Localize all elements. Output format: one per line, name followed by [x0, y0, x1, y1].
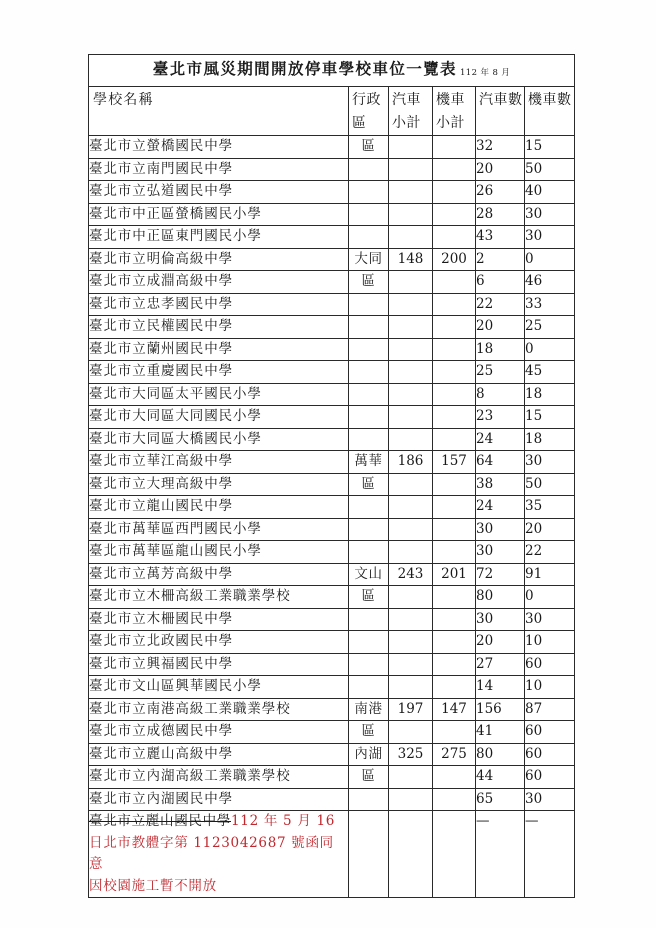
row-car-count: 32	[476, 136, 525, 159]
row-district	[349, 338, 389, 361]
row-car-subtotal	[389, 158, 433, 181]
row-moto-subtotal	[433, 721, 476, 744]
row-moto-subtotal	[433, 653, 476, 676]
row-school-name: 臺北市立北政國民中學	[89, 631, 349, 654]
row-car-count: 30	[476, 518, 525, 541]
annotation-line-1: 112 年 5 月 16	[231, 813, 336, 829]
row-car-count: 30	[476, 541, 525, 564]
row-moto-subtotal	[433, 608, 476, 631]
row-car-subtotal	[389, 473, 433, 496]
row-district	[349, 203, 389, 226]
row-car-count: 27	[476, 653, 525, 676]
row-car-subtotal	[389, 653, 433, 676]
row-district	[349, 631, 389, 654]
row-moto-count: 60	[525, 653, 575, 676]
row-car-count: 20	[476, 158, 525, 181]
row-moto-subtotal	[433, 293, 476, 316]
table-row	[89, 743, 575, 766]
row-district	[349, 226, 389, 249]
table-row	[89, 338, 575, 361]
header-car-subtotal: 汽車小計	[389, 87, 433, 136]
row-car-subtotal	[389, 361, 433, 384]
row-moto-subtotal	[433, 383, 476, 406]
final-row-school-cell	[89, 811, 349, 898]
row-moto-count: 18	[525, 383, 575, 406]
row-moto-subtotal	[433, 136, 476, 159]
row-car-subtotal	[389, 383, 433, 406]
table-row	[89, 676, 575, 699]
row-school-name: 臺北市立內湖高級工業職業學校	[89, 766, 349, 789]
row-district	[349, 383, 389, 406]
row-district	[349, 676, 389, 699]
row-district	[349, 293, 389, 316]
table-row	[89, 653, 575, 676]
row-moto-count: 30	[525, 203, 575, 226]
table-row	[89, 518, 575, 541]
row-school-name: 臺北市萬華區龍山國民小學	[89, 541, 349, 564]
row-school-name: 臺北市立明倫高級中學	[89, 248, 349, 271]
struck-school-name: 臺北市立麗山國民中學	[89, 813, 231, 829]
row-district	[349, 496, 389, 519]
document-title: 臺北市風災期間開放停車學校車位一覽表	[152, 59, 457, 78]
row-district: 區	[349, 136, 389, 159]
row-district	[349, 428, 389, 451]
row-district: 區	[349, 766, 389, 789]
table-row	[89, 293, 575, 316]
row-car-subtotal: 325	[389, 743, 433, 766]
row-moto-subtotal	[433, 226, 476, 249]
table-row-struck	[89, 811, 575, 898]
row-moto-count: 20	[525, 518, 575, 541]
row-moto-count: 22	[525, 541, 575, 564]
row-car-count: 2	[476, 248, 525, 271]
row-school-name: 臺北市中正區東門國民小學	[89, 226, 349, 249]
row-moto-subtotal	[433, 586, 476, 609]
row-car-count: 41	[476, 721, 525, 744]
row-car-subtotal	[389, 518, 433, 541]
row-moto-count: 0	[525, 586, 575, 609]
document-title-cell	[89, 55, 575, 87]
row-car-subtotal	[389, 586, 433, 609]
row-school-name: 臺北市萬華區西門國民小學	[89, 518, 349, 541]
row-district	[349, 361, 389, 384]
header-car-count: 汽車數	[476, 87, 525, 136]
row-district	[349, 541, 389, 564]
column-header-row	[89, 87, 575, 136]
table-row	[89, 451, 575, 474]
table-row	[89, 136, 575, 159]
row-car-subtotal	[389, 676, 433, 699]
row-moto-count: 0	[525, 248, 575, 271]
row-moto-count: 15	[525, 136, 575, 159]
row-car-subtotal	[389, 226, 433, 249]
row-car-subtotal	[389, 496, 433, 519]
row-car-subtotal	[389, 631, 433, 654]
row-car-count: 28	[476, 203, 525, 226]
parking-availability-table	[88, 54, 575, 898]
row-car-subtotal	[389, 271, 433, 294]
row-car-count: 14	[476, 676, 525, 699]
table-row	[89, 766, 575, 789]
row-moto-subtotal	[433, 473, 476, 496]
row-car-count: 23	[476, 406, 525, 429]
row-moto-count: 25	[525, 316, 575, 339]
row-school-name: 臺北市立麗山高級中學	[89, 743, 349, 766]
row-moto-count: 60	[525, 743, 575, 766]
row-moto-count: 30	[525, 451, 575, 474]
row-moto-count: 10	[525, 631, 575, 654]
row-district	[349, 653, 389, 676]
row-school-name: 臺北市立萬芳高級中學	[89, 563, 349, 586]
final-row-car-count: —	[476, 811, 525, 898]
row-car-subtotal: 148	[389, 248, 433, 271]
row-district: 南港	[349, 698, 389, 721]
document-date: 112 年 8 月	[459, 68, 511, 78]
final-row-moto-subtotal	[433, 811, 476, 898]
row-district: 大同	[349, 248, 389, 271]
row-district: 區	[349, 721, 389, 744]
row-moto-count: 10	[525, 676, 575, 699]
row-school-name: 臺北市中正區螢橋國民小學	[89, 203, 349, 226]
row-school-name: 臺北市立忠孝國民中學	[89, 293, 349, 316]
row-school-name: 臺北市立重慶國民中學	[89, 361, 349, 384]
row-school-name: 臺北市立內湖國民中學	[89, 788, 349, 811]
row-car-subtotal	[389, 788, 433, 811]
annotation-line-3: 因校園施工暫不開放	[89, 877, 217, 894]
row-district: 區	[349, 586, 389, 609]
row-car-subtotal	[389, 428, 433, 451]
row-car-count: 26	[476, 181, 525, 204]
table-body	[89, 55, 575, 898]
row-moto-subtotal	[433, 676, 476, 699]
table-row	[89, 631, 575, 654]
row-moto-subtotal	[433, 541, 476, 564]
final-row-moto-count: —	[525, 811, 575, 898]
table-row	[89, 383, 575, 406]
row-moto-count: 87	[525, 698, 575, 721]
row-moto-subtotal	[433, 518, 476, 541]
row-school-name: 臺北市立成淵高級中學	[89, 271, 349, 294]
row-car-count: 65	[476, 788, 525, 811]
row-car-count: 20	[476, 631, 525, 654]
row-car-subtotal	[389, 316, 433, 339]
table-row	[89, 158, 575, 181]
table-row	[89, 698, 575, 721]
row-district	[349, 608, 389, 631]
row-moto-subtotal: 200	[433, 248, 476, 271]
row-moto-count: 30	[525, 608, 575, 631]
row-moto-subtotal	[433, 428, 476, 451]
row-car-count: 64	[476, 451, 525, 474]
row-car-count: 24	[476, 428, 525, 451]
row-school-name: 臺北市立木柵國民中學	[89, 608, 349, 631]
row-car-count: 6	[476, 271, 525, 294]
row-moto-subtotal: 275	[433, 743, 476, 766]
row-moto-subtotal	[433, 316, 476, 339]
row-car-subtotal: 243	[389, 563, 433, 586]
row-car-subtotal: 186	[389, 451, 433, 474]
row-moto-subtotal: 147	[433, 698, 476, 721]
row-district	[349, 518, 389, 541]
header-moto-count: 機車數	[525, 87, 575, 136]
table-row	[89, 181, 575, 204]
row-district	[349, 158, 389, 181]
row-school-name: 臺北市立南港高級工業職業學校	[89, 698, 349, 721]
table-row	[89, 271, 575, 294]
row-school-name: 臺北市立民權國民中學	[89, 316, 349, 339]
row-moto-subtotal	[433, 766, 476, 789]
row-car-subtotal	[389, 203, 433, 226]
row-car-count: 30	[476, 608, 525, 631]
row-moto-count: 35	[525, 496, 575, 519]
row-moto-count: 60	[525, 721, 575, 744]
table-row	[89, 226, 575, 249]
row-car-subtotal	[389, 293, 433, 316]
row-moto-count: 50	[525, 473, 575, 496]
table-row	[89, 316, 575, 339]
row-car-subtotal	[389, 338, 433, 361]
row-moto-count: 60	[525, 766, 575, 789]
table-row	[89, 788, 575, 811]
row-school-name: 臺北市立南門國民中學	[89, 158, 349, 181]
row-school-name: 臺北市立成德國民中學	[89, 721, 349, 744]
table-row	[89, 541, 575, 564]
row-moto-count: 0	[525, 338, 575, 361]
row-school-name: 臺北市立華江高級中學	[89, 451, 349, 474]
header-moto-subtotal: 機車小計	[433, 87, 476, 136]
table-row	[89, 608, 575, 631]
row-school-name: 臺北市文山區興華國民小學	[89, 676, 349, 699]
row-moto-count: 18	[525, 428, 575, 451]
row-car-count: 20	[476, 316, 525, 339]
final-row-car-subtotal	[389, 811, 433, 898]
row-district: 文山	[349, 563, 389, 586]
row-moto-subtotal	[433, 203, 476, 226]
row-school-name: 臺北市立螢橋國民中學	[89, 136, 349, 159]
row-moto-subtotal	[433, 788, 476, 811]
row-car-subtotal	[389, 136, 433, 159]
row-moto-count: 33	[525, 293, 575, 316]
row-moto-count: 46	[525, 271, 575, 294]
row-car-count: 38	[476, 473, 525, 496]
row-moto-subtotal	[433, 496, 476, 519]
table-row	[89, 428, 575, 451]
row-car-count: 25	[476, 361, 525, 384]
row-car-subtotal	[389, 721, 433, 744]
row-district	[349, 316, 389, 339]
row-school-name: 臺北市立蘭州國民中學	[89, 338, 349, 361]
row-moto-count: 30	[525, 788, 575, 811]
table-row	[89, 721, 575, 744]
row-district: 區	[349, 271, 389, 294]
row-car-count: 80	[476, 743, 525, 766]
row-car-count: 72	[476, 563, 525, 586]
annotation-line-2: 日北市教體字第 1123042687 號函同意	[89, 834, 334, 872]
final-row-district	[349, 811, 389, 898]
row-car-subtotal	[389, 406, 433, 429]
row-car-subtotal	[389, 766, 433, 789]
row-district: 內湖	[349, 743, 389, 766]
row-moto-count: 50	[525, 158, 575, 181]
row-car-count: 24	[476, 496, 525, 519]
table-row	[89, 563, 575, 586]
row-school-name: 臺北市立龍山國民中學	[89, 496, 349, 519]
table-row	[89, 203, 575, 226]
row-district: 萬華	[349, 451, 389, 474]
parking-table-container	[88, 54, 574, 898]
row-school-name: 臺北市大同區大同國民小學	[89, 406, 349, 429]
row-moto-count: 15	[525, 406, 575, 429]
table-row	[89, 406, 575, 429]
table-row	[89, 586, 575, 609]
row-car-count: 80	[476, 586, 525, 609]
row-school-name: 臺北市立興福國民中學	[89, 653, 349, 676]
table-row	[89, 496, 575, 519]
row-school-name: 臺北市立木柵高級工業職業學校	[89, 586, 349, 609]
row-moto-subtotal	[433, 406, 476, 429]
row-car-count: 44	[476, 766, 525, 789]
row-district	[349, 406, 389, 429]
row-moto-subtotal: 157	[433, 451, 476, 474]
row-car-count: 18	[476, 338, 525, 361]
header-school-name: 學校名稱	[89, 87, 349, 136]
row-moto-count: 30	[525, 226, 575, 249]
table-row	[89, 248, 575, 271]
row-school-name: 臺北市大同區大橋國民小學	[89, 428, 349, 451]
row-moto-subtotal	[433, 158, 476, 181]
row-school-name: 臺北市立大理高級中學	[89, 473, 349, 496]
row-school-name: 臺北市立弘道國民中學	[89, 181, 349, 204]
header-district: 行政區	[349, 87, 389, 136]
row-car-count: 43	[476, 226, 525, 249]
row-moto-subtotal	[433, 271, 476, 294]
title-row	[89, 55, 575, 87]
row-moto-count: 45	[525, 361, 575, 384]
row-car-subtotal	[389, 541, 433, 564]
row-car-count: 8	[476, 383, 525, 406]
table-row	[89, 361, 575, 384]
row-district	[349, 181, 389, 204]
table-row	[89, 473, 575, 496]
row-school-name: 臺北市大同區太平國民小學	[89, 383, 349, 406]
row-moto-subtotal	[433, 181, 476, 204]
row-moto-count: 40	[525, 181, 575, 204]
row-moto-subtotal	[433, 361, 476, 384]
row-district: 區	[349, 473, 389, 496]
row-moto-subtotal	[433, 631, 476, 654]
row-moto-subtotal: 201	[433, 563, 476, 586]
row-moto-count: 91	[525, 563, 575, 586]
row-moto-subtotal	[433, 338, 476, 361]
row-district	[349, 788, 389, 811]
row-car-count: 22	[476, 293, 525, 316]
row-car-subtotal	[389, 608, 433, 631]
row-car-count: 156	[476, 698, 525, 721]
row-car-subtotal	[389, 181, 433, 204]
row-car-subtotal: 197	[389, 698, 433, 721]
